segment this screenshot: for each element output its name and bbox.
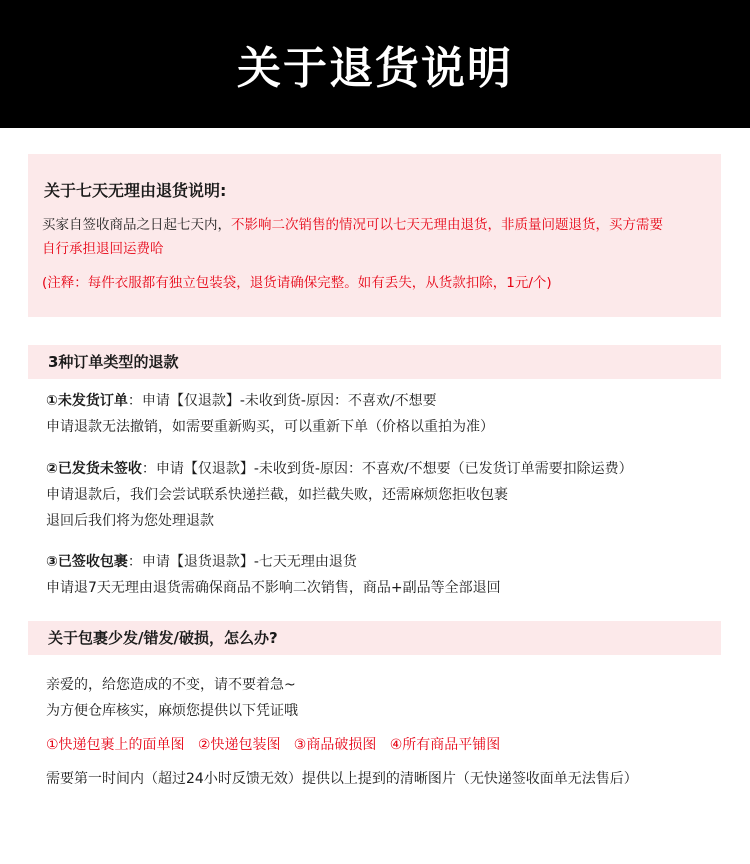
seven-day-return-notice xyxy=(28,154,721,317)
page-title: 关于退货说明 xyxy=(237,43,513,94)
item2-line3: 退回后我们将为您处理退款 xyxy=(46,513,214,529)
item2-rest: ：申请【仅退款】-未收到货-原因：不喜欢/不想要（已发货订单需要扣除运费） xyxy=(141,461,633,477)
notice-body xyxy=(42,213,707,261)
item1-line2: 申请退款无法撤销，如需要重新购买，可以重新下单（价格以重拍为准） xyxy=(46,419,494,435)
item2-line2: 申请退款后，我们会尝试联系快递拦截，如拦截失败，还需麻烦您拒收包裹 xyxy=(46,487,508,503)
item3-rest: ：申请【退货退款】-七天无理由退货 xyxy=(127,554,357,570)
header-banner xyxy=(0,0,750,128)
notice-line1-black: 买家自签收商品之日起七天内， xyxy=(42,217,231,233)
refund-types-heading: 3种订单类型的退款 xyxy=(28,345,721,379)
item3-label: ③已签收包裹 xyxy=(46,554,128,570)
item1-rest: ：申请【仅退款】-未收到货-原因：不喜欢/不想要 xyxy=(127,393,437,409)
item1-label: ①未发货订单 xyxy=(46,393,128,409)
notice-title: 关于七天无理由退货说明: xyxy=(44,181,227,200)
damaged-package-heading: 关于包裹少发/错发/破损，怎么办? xyxy=(28,621,721,655)
evidence-list: ①快递包裹上的面单图 ②快递包装图 ③商品破损图 ④所有商品平铺图 xyxy=(46,737,501,753)
evidence-request-line: 为方便仓库核实，麻烦您提供以下凭证哦 xyxy=(46,703,298,719)
refund-item-received xyxy=(46,549,501,601)
refund-item-unshipped xyxy=(46,388,494,440)
apology-line: 亲爱的，给您造成的不变，请不要着急~ xyxy=(46,677,296,693)
notice-note: (注释：每件衣服都有独立包装袋，退货请确保完整。如有丢失，从货款扣除，1元/个) xyxy=(42,275,552,291)
refund-item-shipped xyxy=(46,456,633,534)
notice-line1-red: 不影响二次销售的情况可以七天无理由退货，非质量问题退货，买方需要 xyxy=(231,217,663,233)
notice-line2-red: 自行承担退回运费哈 xyxy=(42,241,164,257)
deadline-line: 需要第一时间内（超过24小时反馈无效）提供以上提到的清晰图片（无快递签收面单无法售后） xyxy=(46,771,638,787)
item3-line2: 申请退7天无理由退货需确保商品不影响二次销售，商品+副品等全部退回 xyxy=(46,580,501,596)
item2-label: ②已发货未签收 xyxy=(46,461,142,477)
